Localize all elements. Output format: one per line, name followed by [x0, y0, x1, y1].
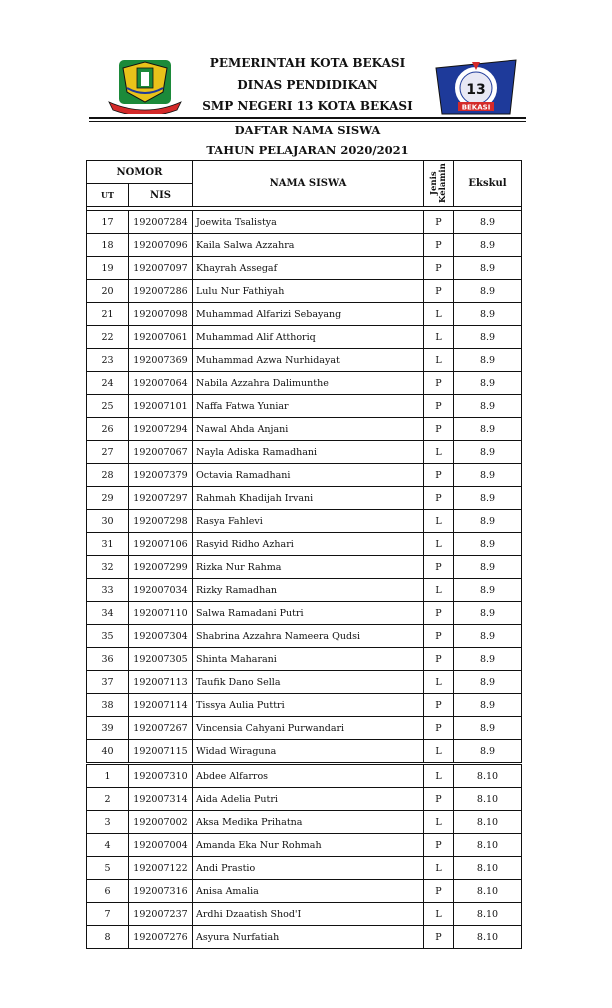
row-nis: 192007298	[129, 510, 193, 533]
row-gender: P	[424, 694, 454, 717]
table-row	[87, 234, 522, 257]
row-gender: P	[424, 926, 454, 949]
header-rule-thin	[89, 121, 526, 122]
row-nis: 192007314	[129, 788, 193, 811]
row-gender: P	[424, 880, 454, 903]
row-ut: 37	[87, 671, 129, 694]
table-row	[87, 880, 522, 903]
row-gender: P	[424, 487, 454, 510]
row-ut: 27	[87, 441, 129, 464]
row-name: Rasya Fahlevi	[193, 510, 424, 533]
row-ut: 38	[87, 694, 129, 717]
row-gender: P	[424, 372, 454, 395]
row-ut: 40	[87, 740, 129, 764]
table-row	[87, 625, 522, 648]
row-name: Widad Wiraguna	[193, 740, 424, 764]
row-ut: 29	[87, 487, 129, 510]
row-nis: 192007061	[129, 326, 193, 349]
row-nis: 192007002	[129, 811, 193, 834]
row-gender: P	[424, 602, 454, 625]
row-nis: 192007101	[129, 395, 193, 418]
school-line: SMP NEGERI 13 KOTA BEKASI	[202, 99, 413, 113]
row-name: Rahmah Khadijah Irvani	[193, 487, 424, 510]
table-row	[87, 349, 522, 372]
row-name: Kaila Salwa Azzahra	[193, 234, 424, 257]
row-ekskul: 8.9	[454, 257, 522, 280]
table-row	[87, 441, 522, 464]
table-row	[87, 717, 522, 740]
row-name: Amanda Eka Nur Rohmah	[193, 834, 424, 857]
row-nis: 192007067	[129, 441, 193, 464]
row-nis: 192007237	[129, 903, 193, 926]
table-row	[87, 648, 522, 671]
gov-line: PEMERINTAH KOTA BEKASI	[209, 56, 406, 70]
row-ut: 22	[87, 326, 129, 349]
head-nomor: NOMOR	[87, 161, 193, 184]
row-nis: 192007310	[129, 764, 193, 788]
row-ekskul: 8.9	[454, 579, 522, 602]
row-gender: L	[424, 764, 454, 788]
row-gender: L	[424, 349, 454, 372]
row-name: Asyura Nurfatiah	[193, 926, 424, 949]
row-ut: 31	[87, 533, 129, 556]
row-ekskul: 8.10	[454, 834, 522, 857]
row-ekskul: 8.10	[454, 926, 522, 949]
row-ekskul: 8.9	[454, 395, 522, 418]
row-gender: L	[424, 740, 454, 764]
row-gender: L	[424, 857, 454, 880]
row-ut: 17	[87, 211, 129, 234]
head-ekskul: Ekskul	[454, 161, 522, 207]
row-ekskul: 8.10	[454, 764, 522, 788]
row-ut: 19	[87, 257, 129, 280]
row-ekskul: 8.9	[454, 625, 522, 648]
row-gender: P	[424, 556, 454, 579]
row-ekskul: 8.10	[454, 880, 522, 903]
head-name: NAMA SISWA	[193, 161, 424, 207]
row-ekskul: 8.9	[454, 602, 522, 625]
table-row	[87, 671, 522, 694]
dept-line: DINAS PENDIDIKAN	[237, 78, 378, 92]
head-jenis-kelamin: Jenis Kelamin	[424, 161, 454, 207]
row-ekskul: 8.9	[454, 234, 522, 257]
row-gender: P	[424, 648, 454, 671]
table-row	[87, 694, 522, 717]
doc-title: DAFTAR NAMA SISWA	[234, 123, 381, 137]
row-name: Rasyid Ridho Azhari	[193, 533, 424, 556]
row-ekskul: 8.9	[454, 372, 522, 395]
row-gender: P	[424, 464, 454, 487]
row-gender: P	[424, 418, 454, 441]
row-name: Salwa Ramadani Putri	[193, 602, 424, 625]
row-ut: 5	[87, 857, 129, 880]
row-ut: 8	[87, 926, 129, 949]
row-ekskul: 8.10	[454, 788, 522, 811]
row-gender: L	[424, 441, 454, 464]
row-gender: L	[424, 326, 454, 349]
row-ut: 23	[87, 349, 129, 372]
row-nis: 192007122	[129, 857, 193, 880]
row-gender: P	[424, 788, 454, 811]
row-ut: 18	[87, 234, 129, 257]
row-nis: 192007110	[129, 602, 193, 625]
row-name: Vincensia Cahyani Purwandari	[193, 717, 424, 740]
row-ut: 34	[87, 602, 129, 625]
table-row	[87, 556, 522, 579]
row-name: Andi Prastio	[193, 857, 424, 880]
row-nis: 192007097	[129, 257, 193, 280]
row-ut: 35	[87, 625, 129, 648]
row-name: Joewita Tsalistya	[193, 211, 424, 234]
row-ut: 24	[87, 372, 129, 395]
row-name: Muhammad Azwa Nurhidayat	[193, 349, 424, 372]
row-nis: 192007106	[129, 533, 193, 556]
row-ut: 28	[87, 464, 129, 487]
row-gender: L	[424, 533, 454, 556]
table-row	[87, 857, 522, 880]
row-gender: P	[424, 625, 454, 648]
row-name: Nabila Azzahra Dalimunthe	[193, 372, 424, 395]
table-row	[87, 211, 522, 234]
table-row	[87, 395, 522, 418]
row-ut: 20	[87, 280, 129, 303]
table-row	[87, 579, 522, 602]
row-ekskul: 8.9	[454, 211, 522, 234]
table-row	[87, 788, 522, 811]
row-gender: P	[424, 257, 454, 280]
table-row	[87, 280, 522, 303]
row-ekskul: 8.9	[454, 464, 522, 487]
row-gender: P	[424, 211, 454, 234]
row-ekskul: 8.10	[454, 903, 522, 926]
row-nis: 192007369	[129, 349, 193, 372]
row-nis: 192007276	[129, 926, 193, 949]
row-name: Lulu Nur Fathiyah	[193, 280, 424, 303]
row-ekskul: 8.9	[454, 556, 522, 579]
row-ut: 3	[87, 811, 129, 834]
row-ekskul: 8.9	[454, 326, 522, 349]
row-ut: 33	[87, 579, 129, 602]
row-ekskul: 8.9	[454, 441, 522, 464]
row-nis: 192007294	[129, 418, 193, 441]
row-nis: 192007316	[129, 880, 193, 903]
table-row	[87, 372, 522, 395]
row-nis: 192007115	[129, 740, 193, 764]
row-ekskul: 8.9	[454, 280, 522, 303]
row-ekskul: 8.9	[454, 717, 522, 740]
row-gender: L	[424, 671, 454, 694]
table-row	[87, 510, 522, 533]
row-name: Muhammad Alif Atthoriq	[193, 326, 424, 349]
row-name: Taufik Dano Sella	[193, 671, 424, 694]
table-row	[87, 834, 522, 857]
row-nis: 192007297	[129, 487, 193, 510]
table-row	[87, 903, 522, 926]
table-row	[87, 602, 522, 625]
row-name: Naffa Fatwa Yuniar	[193, 395, 424, 418]
table-row	[87, 740, 522, 764]
row-gender: P	[424, 234, 454, 257]
row-nis: 192007284	[129, 211, 193, 234]
row-ekskul: 8.9	[454, 303, 522, 326]
row-nis: 192007379	[129, 464, 193, 487]
doc-subtitle: TAHUN PELAJARAN 2020/2021	[206, 143, 409, 157]
row-gender: L	[424, 303, 454, 326]
row-ekskul: 8.9	[454, 510, 522, 533]
logo-text: BEKASI	[461, 103, 491, 112]
row-name: Shabrina Azzahra Nameera Qudsi	[193, 625, 424, 648]
head-ut: UT	[87, 184, 129, 207]
school-logo-icon	[432, 56, 520, 118]
letterhead	[0, 0, 612, 120]
row-name: Muhammad Alfarizi Sebayang	[193, 303, 424, 326]
logo-number: 13	[466, 82, 486, 98]
bekasi-city-emblem-icon	[107, 58, 183, 114]
row-ekskul: 8.9	[454, 487, 522, 510]
row-ekskul: 8.9	[454, 533, 522, 556]
table-row	[87, 464, 522, 487]
table-row	[87, 811, 522, 834]
row-ut: 7	[87, 903, 129, 926]
row-gender: P	[424, 834, 454, 857]
row-nis: 192007096	[129, 234, 193, 257]
row-nis: 192007064	[129, 372, 193, 395]
row-ekskul: 8.9	[454, 671, 522, 694]
row-ekskul: 8.9	[454, 740, 522, 764]
row-gender: L	[424, 579, 454, 602]
row-name: Rizky Ramadhan	[193, 579, 424, 602]
row-nis: 192007098	[129, 303, 193, 326]
row-ekskul: 8.9	[454, 694, 522, 717]
row-gender: P	[424, 395, 454, 418]
row-ut: 39	[87, 717, 129, 740]
table-row	[87, 418, 522, 441]
row-gender: P	[424, 717, 454, 740]
row-ekskul: 8.9	[454, 349, 522, 372]
head-nis: NIS	[129, 184, 193, 207]
row-name: Shinta Maharani	[193, 648, 424, 671]
row-nis: 192007305	[129, 648, 193, 671]
row-gender: L	[424, 510, 454, 533]
table-row	[87, 764, 522, 788]
row-name: Ardhi Dzaatish Shod'I	[193, 903, 424, 926]
row-ut: 1	[87, 764, 129, 788]
row-nis: 192007299	[129, 556, 193, 579]
row-name: Nawal Ahda Anjani	[193, 418, 424, 441]
row-name: Khayrah Assegaf	[193, 257, 424, 280]
row-gender: L	[424, 811, 454, 834]
row-name: Nayla Adiska Ramadhani	[193, 441, 424, 464]
row-gender: P	[424, 280, 454, 303]
row-name: Aksa Medika Prihatna	[193, 811, 424, 834]
row-nis: 192007267	[129, 717, 193, 740]
row-ut: 2	[87, 788, 129, 811]
table-row	[87, 303, 522, 326]
row-ut: 6	[87, 880, 129, 903]
row-name: Rizka Nur Rahma	[193, 556, 424, 579]
row-ut: 25	[87, 395, 129, 418]
header-rule	[89, 117, 526, 119]
row-name: Aida Adelia Putri	[193, 788, 424, 811]
row-name: Abdee Alfarros	[193, 764, 424, 788]
table-row	[87, 487, 522, 510]
table-row	[87, 926, 522, 949]
row-name: Anisa Amalia	[193, 880, 424, 903]
row-ekskul: 8.10	[454, 811, 522, 834]
row-ut: 32	[87, 556, 129, 579]
row-nis: 192007113	[129, 671, 193, 694]
row-ekskul: 8.9	[454, 648, 522, 671]
row-ut: 30	[87, 510, 129, 533]
row-ut: 21	[87, 303, 129, 326]
student-table	[86, 160, 522, 949]
row-ut: 26	[87, 418, 129, 441]
row-ekskul: 8.9	[454, 418, 522, 441]
row-nis: 192007304	[129, 625, 193, 648]
row-name: Octavia Ramadhani	[193, 464, 424, 487]
row-name: Tissya Aulia Puttri	[193, 694, 424, 717]
table-row	[87, 326, 522, 349]
row-nis: 192007114	[129, 694, 193, 717]
table-row	[87, 533, 522, 556]
row-nis: 192007004	[129, 834, 193, 857]
row-nis: 192007034	[129, 579, 193, 602]
row-ekskul: 8.10	[454, 857, 522, 880]
table-row	[87, 257, 522, 280]
row-ut: 36	[87, 648, 129, 671]
row-ut: 4	[87, 834, 129, 857]
row-nis: 192007286	[129, 280, 193, 303]
row-gender: L	[424, 903, 454, 926]
